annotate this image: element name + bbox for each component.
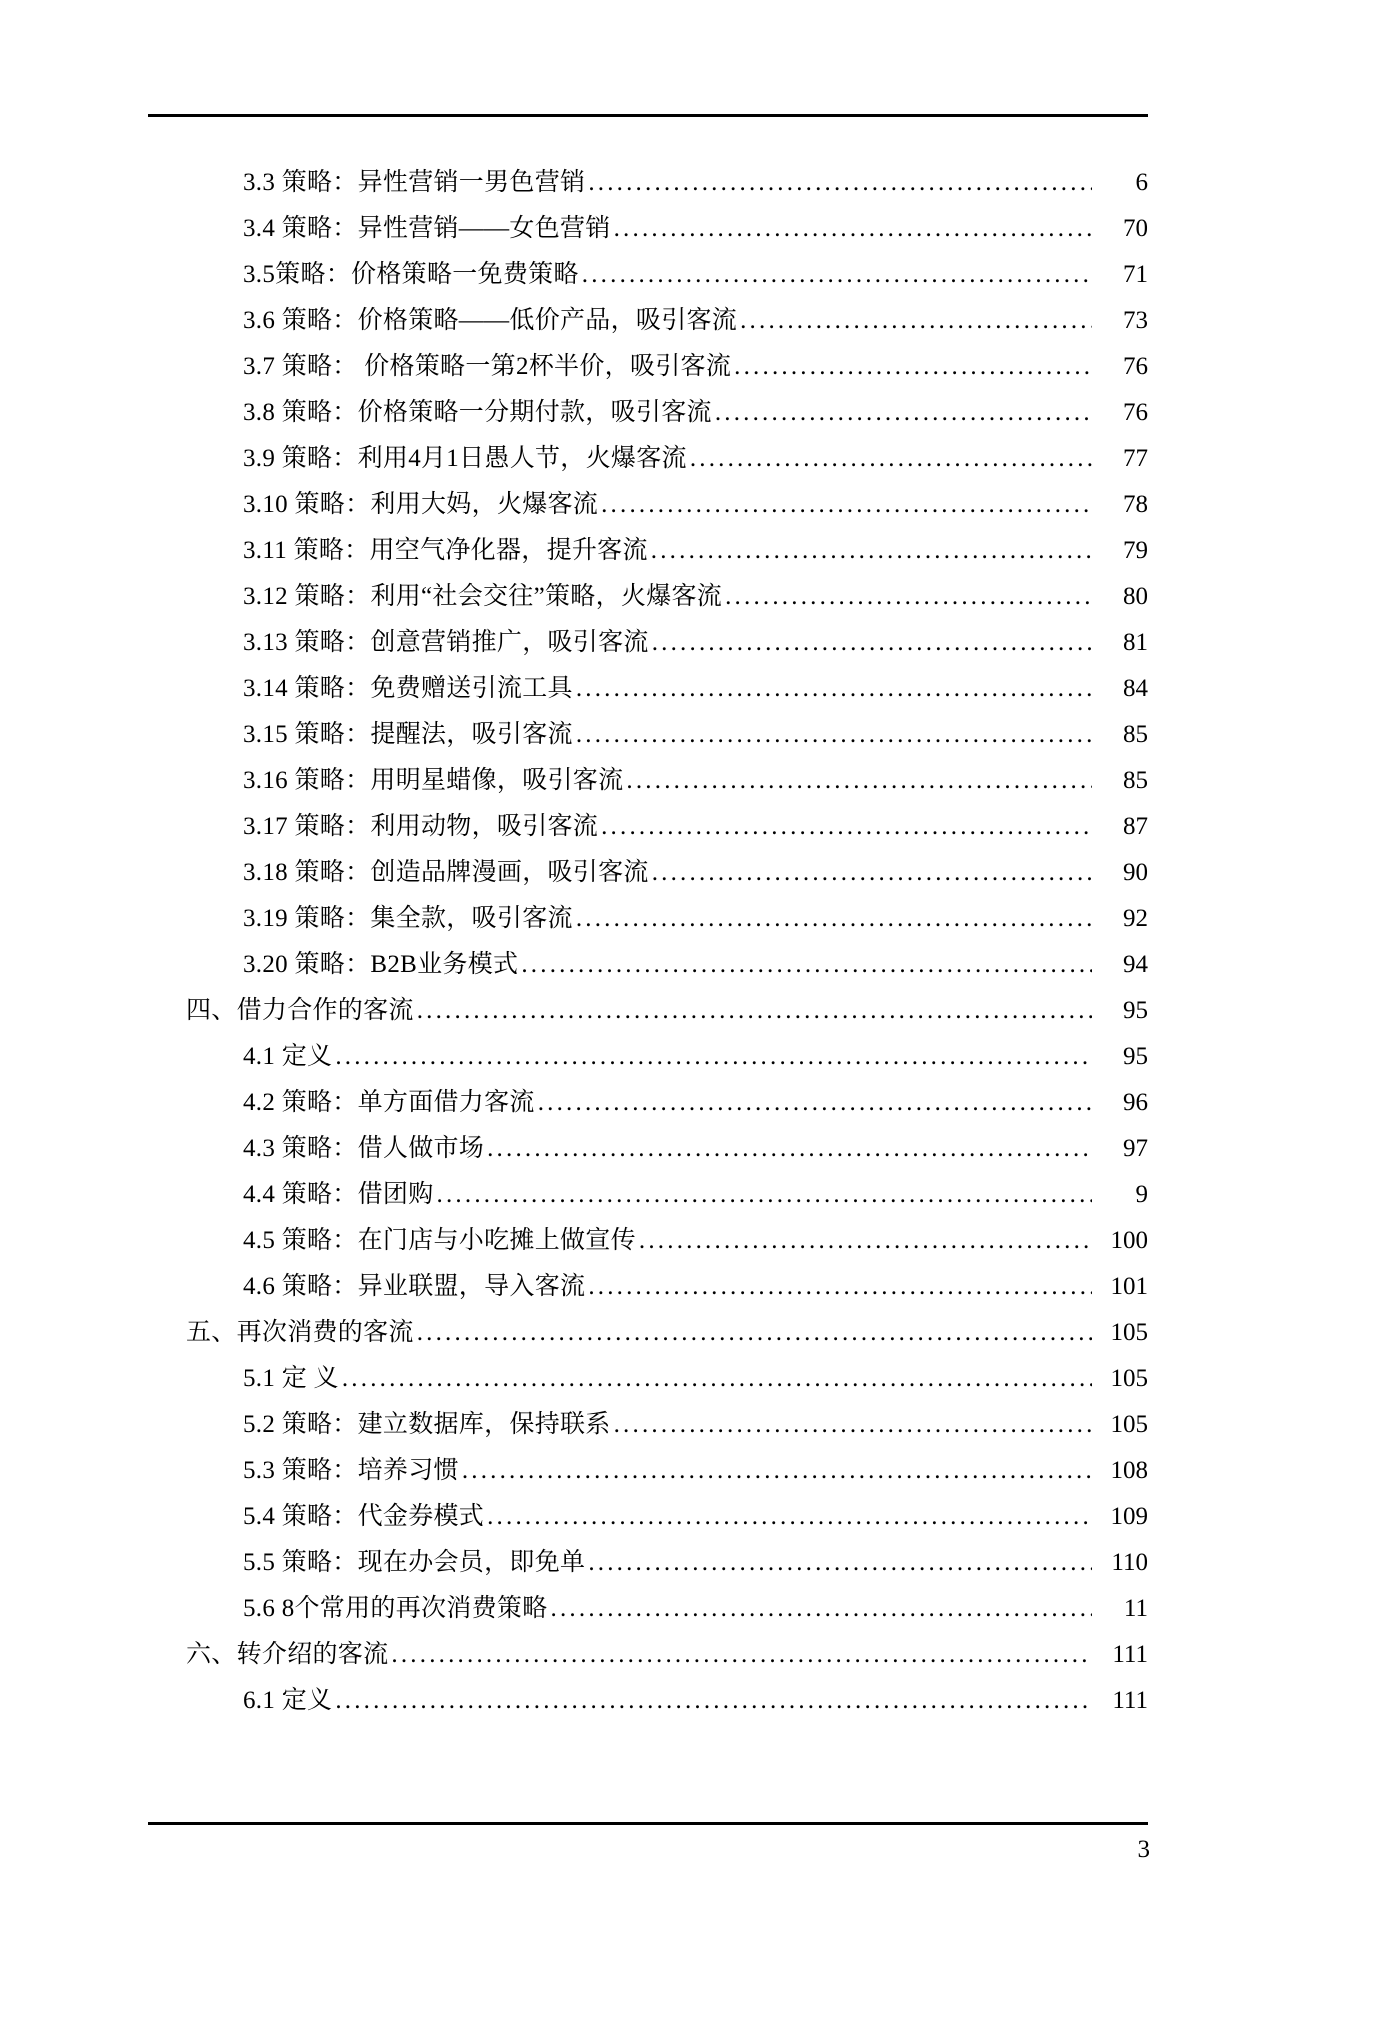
toc-dot-leader	[487, 1504, 1092, 1529]
toc-dot-leader	[651, 538, 1092, 563]
toc-entry[interactable]	[148, 666, 1148, 712]
toc-dot-leader	[614, 216, 1092, 241]
toc-entry-label: 3.10 策略：利用大妈，火爆客流	[243, 491, 599, 518]
toc-entry[interactable]	[148, 574, 1148, 620]
toc-entry[interactable]	[148, 988, 1148, 1034]
toc-entry[interactable]	[148, 620, 1148, 666]
toc-entry-page-number: 95	[1123, 997, 1148, 1024]
toc-entry-label: 5.2 策略：建立数据库，保持联系	[243, 1411, 611, 1438]
toc-entry-page-number: 95	[1123, 1043, 1148, 1070]
toc-dot-leader	[487, 1136, 1092, 1161]
toc-dot-leader	[342, 1366, 1092, 1391]
toc-entry[interactable]	[148, 942, 1148, 988]
toc-dot-leader	[639, 1228, 1092, 1253]
toc-entry[interactable]	[148, 1586, 1148, 1632]
toc-entry-page-number: 111	[1112, 1687, 1148, 1714]
toc-entry-page-number: 76	[1123, 353, 1148, 380]
toc-entry-page-number: 6	[1135, 169, 1148, 196]
toc-entry-label: 3.3 策略：异性营销一男色营销	[243, 169, 586, 196]
toc-entry-page-number: 109	[1110, 1503, 1148, 1530]
toc-entry-label: 3.8 策略：价格策略一分期付款，吸引客流	[243, 399, 712, 426]
toc-entry-label: 5.3 策略：培养习惯	[243, 1457, 459, 1484]
toc-dot-leader	[601, 492, 1092, 517]
toc-entry-label: 3.4 策略：异性营销——女色营销	[243, 215, 611, 242]
toc-entry-label: 4.4 策略：借团购	[243, 1181, 434, 1208]
toc-dot-leader	[576, 906, 1092, 931]
toc-dot-leader	[521, 952, 1092, 977]
toc-entry[interactable]	[148, 1678, 1148, 1724]
toc-entry-page-number: 97	[1123, 1135, 1148, 1162]
table-of-contents	[0, 160, 1400, 1724]
toc-entry-page-number: 76	[1123, 399, 1148, 426]
toc-entry[interactable]	[148, 390, 1148, 436]
toc-entry-label: 3.9 策略：利用4月1日愚人节，火爆客流	[243, 445, 687, 472]
toc-entry[interactable]	[148, 344, 1148, 390]
toc-dot-leader	[335, 1688, 1092, 1713]
toc-entry-label: 3.17 策略：利用动物，吸引客流	[243, 813, 599, 840]
toc-entry-page-number: 90	[1123, 859, 1148, 886]
toc-entry-label: 3.11 策略：用空气净化器，提升客流	[243, 537, 648, 564]
toc-entry[interactable]	[148, 1034, 1148, 1080]
toc-entry[interactable]	[148, 252, 1148, 298]
header-rule	[148, 114, 1148, 117]
toc-dot-leader	[725, 584, 1092, 609]
toc-entry-page-number: 105	[1110, 1365, 1148, 1392]
toc-entry-page-number: 78	[1123, 491, 1148, 518]
toc-entry-page-number: 87	[1123, 813, 1148, 840]
toc-dot-leader	[652, 630, 1092, 655]
toc-dot-leader	[715, 400, 1092, 425]
toc-entry-label: 5.5 策略：现在办会员，即免单	[243, 1549, 586, 1576]
toc-entry-page-number: 92	[1123, 905, 1148, 932]
toc-dot-leader	[582, 262, 1092, 287]
toc-entry-page-number: 80	[1123, 583, 1148, 610]
toc-dot-leader	[734, 354, 1092, 379]
toc-entry-page-number: 85	[1123, 721, 1148, 748]
toc-entry[interactable]	[148, 1172, 1148, 1218]
toc-entry[interactable]	[148, 1632, 1148, 1678]
toc-entry-label: 3.14 策略：免费赠送引流工具	[243, 675, 573, 702]
toc-entry-label: 3.7 策略： 价格策略一第2杯半价，吸引客流	[243, 353, 732, 380]
toc-dot-leader	[588, 1550, 1092, 1575]
toc-entry[interactable]	[148, 528, 1148, 574]
toc-entry-label: 4.2 策略：单方面借力客流	[243, 1089, 535, 1116]
toc-entry-label: 六、转介绍的客流	[186, 1641, 389, 1668]
toc-entry[interactable]	[148, 436, 1148, 482]
toc-entry-page-number: 94	[1123, 951, 1148, 978]
toc-dot-leader	[626, 768, 1092, 793]
toc-entry-label: 5.1 定 义	[243, 1365, 339, 1392]
toc-entry-label: 4.3 策略：借人做市场	[243, 1135, 485, 1162]
toc-entry-page-number: 108	[1110, 1457, 1148, 1484]
toc-entry-page-number: 105	[1110, 1319, 1148, 1346]
toc-dot-leader	[601, 814, 1092, 839]
toc-entry[interactable]	[148, 896, 1148, 942]
toc-dot-leader	[437, 1182, 1092, 1207]
toc-entry-label: 3.5策略：价格策略一免费策略	[243, 261, 579, 288]
toc-entry[interactable]	[148, 1494, 1148, 1540]
toc-entry-label: 4.1 定义	[243, 1043, 333, 1070]
toc-entry-label: 3.19 策略：集全款，吸引客流	[243, 905, 573, 932]
toc-entry[interactable]	[148, 482, 1148, 528]
toc-entry[interactable]	[148, 1310, 1148, 1356]
toc-entry[interactable]	[148, 298, 1148, 344]
toc-entry-page-number: 9	[1135, 1181, 1148, 1208]
toc-dot-leader	[538, 1090, 1092, 1115]
toc-entry[interactable]	[148, 1356, 1148, 1402]
toc-dot-leader	[588, 170, 1092, 195]
toc-entry-label: 4.5 策略：在门店与小吃摊上做宣传	[243, 1227, 636, 1254]
footer-rule	[148, 1822, 1148, 1825]
toc-entry-label: 5.4 策略：代金券模式	[243, 1503, 485, 1530]
toc-entry[interactable]	[148, 1126, 1148, 1172]
toc-entry[interactable]	[148, 1448, 1148, 1494]
toc-dot-leader	[551, 1596, 1092, 1621]
toc-entry-label: 3.16 策略：用明星蜡像，吸引客流	[243, 767, 624, 794]
toc-entry[interactable]	[148, 160, 1148, 206]
toc-entry-page-number: 79	[1123, 537, 1148, 564]
toc-entry[interactable]	[148, 850, 1148, 896]
footer-page-number: 3	[1137, 1836, 1150, 1863]
toc-entry-page-number: 73	[1123, 307, 1148, 334]
toc-entry[interactable]	[148, 758, 1148, 804]
toc-entry-page-number: 110	[1111, 1549, 1148, 1576]
toc-entry[interactable]	[148, 1264, 1148, 1310]
toc-entry-page-number: 81	[1123, 629, 1148, 656]
toc-entry-page-number: 77	[1123, 445, 1148, 472]
toc-entry-page-number: 70	[1123, 215, 1148, 242]
toc-dot-leader	[417, 1320, 1092, 1345]
toc-dot-leader	[740, 308, 1092, 333]
toc-dot-leader	[335, 1044, 1092, 1069]
toc-dot-leader	[576, 676, 1092, 701]
toc-dot-leader	[576, 722, 1092, 747]
toc-entry-label: 4.6 策略：异业联盟，导入客流	[243, 1273, 586, 1300]
toc-entry-label: 6.1 定义	[243, 1687, 333, 1714]
toc-entry[interactable]	[148, 206, 1148, 252]
toc-dot-leader	[614, 1412, 1092, 1437]
toc-entry-label: 3.15 策略：提醒法，吸引客流	[243, 721, 573, 748]
toc-dot-leader	[417, 998, 1092, 1023]
toc-entry[interactable]	[148, 1540, 1148, 1586]
toc-entry-page-number: 100	[1110, 1227, 1148, 1254]
toc-entry-page-number: 101	[1110, 1273, 1148, 1300]
toc-entry-label: 3.13 策略：创意营销推广，吸引客流	[243, 629, 649, 656]
toc-entry-label: 3.6 策略：价格策略——低价产品，吸引客流	[243, 307, 738, 334]
toc-entry-page-number: 96	[1123, 1089, 1148, 1116]
toc-dot-leader	[391, 1642, 1092, 1667]
toc-entry[interactable]	[148, 712, 1148, 758]
toc-entry-page-number: 71	[1123, 261, 1148, 288]
toc-entry-label: 5.6 8个常用的再次消费策略	[243, 1595, 548, 1622]
toc-entry-label: 3.20 策略：B2B业务模式	[243, 951, 519, 978]
toc-entry[interactable]	[148, 1218, 1148, 1264]
toc-entry[interactable]	[148, 804, 1148, 850]
toc-entry-label: 五、再次消费的客流	[186, 1319, 414, 1346]
toc-entry-page-number: 105	[1110, 1411, 1148, 1438]
toc-dot-leader	[588, 1274, 1092, 1299]
toc-entry-page-number: 85	[1123, 767, 1148, 794]
toc-dot-leader	[652, 860, 1092, 885]
toc-entry[interactable]	[148, 1080, 1148, 1126]
toc-entry[interactable]	[148, 1402, 1148, 1448]
toc-dot-leader	[690, 446, 1092, 471]
toc-entry-label: 3.18 策略：创造品牌漫画，吸引客流	[243, 859, 649, 886]
toc-entry-label: 四、借力合作的客流	[186, 997, 414, 1024]
toc-dot-leader	[462, 1458, 1092, 1483]
toc-entry-page-number: 111	[1112, 1641, 1148, 1668]
toc-entry-page-number: 11	[1123, 1595, 1148, 1622]
toc-entry-label: 3.12 策略：利用“社会交往”策略，火爆客流	[243, 583, 723, 610]
toc-entry-page-number: 84	[1123, 675, 1148, 702]
